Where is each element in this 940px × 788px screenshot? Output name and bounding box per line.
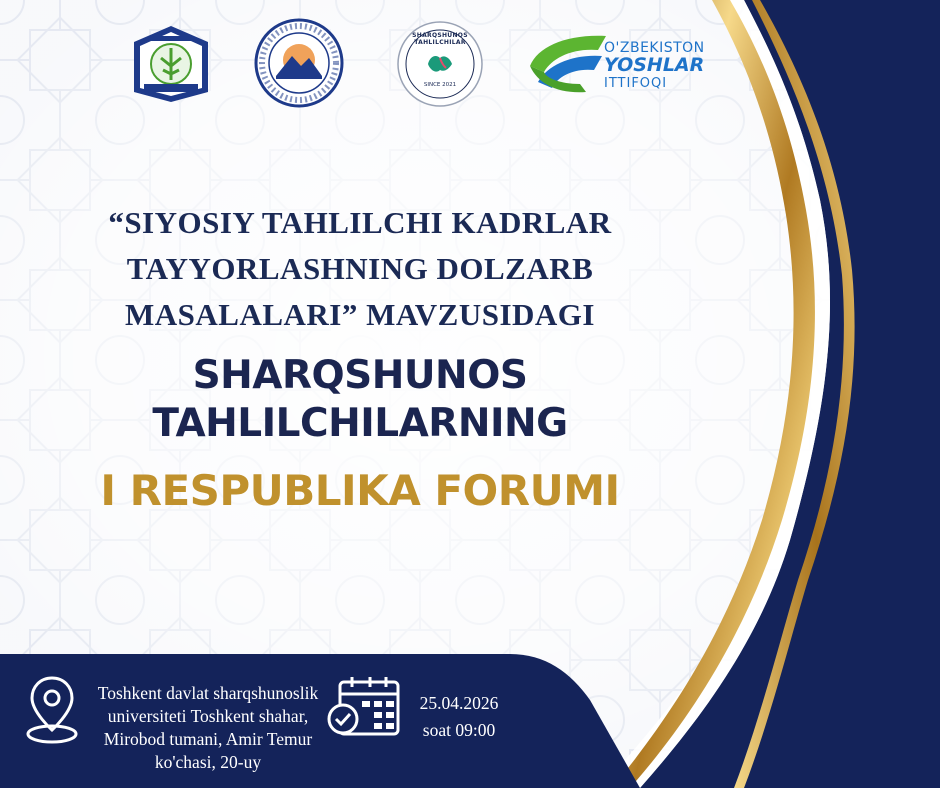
address-line: Mirobod tumani, Amir Temur [103,729,313,749]
forum-subtitle [60,200,660,338]
event-time: soat 09:00 [422,720,496,740]
badge-since: SINCE 2021 [423,82,457,88]
youth-line1: O'ZBEKISTON [604,40,705,56]
badge-text: SHARQSHUNOS TAHLILCHILAR [412,32,468,46]
headline-line: TAHLILCHILARNING [152,401,568,446]
address-line: Toshkent davlat sharqshunoslik [97,683,319,703]
location-address [90,682,326,774]
calendar-check-icon [326,674,404,740]
youth-line3: ITTIFOQI [604,76,668,91]
event-date: 25.04.2026 [419,693,499,713]
subtitle-line: “SIYOSIY TAHLILCHI KADRLAR [108,205,612,240]
location-pin-icon [24,674,80,746]
yoshlar-ittifoqi-logo [528,26,718,98]
sharqshunos-badge-logo [396,20,484,108]
forum-headline [40,352,680,448]
headline-line: SHARQSHUNOS [192,353,528,398]
forum-title: I RESPUBLIKA FORUMI [100,466,620,515]
youth-line2: YOSHLAR [604,54,705,76]
university-seal-logo [254,18,344,108]
event-datetime [404,692,514,742]
address-line: universiteti Toshkent shahar, [107,706,309,726]
subtitle-line: MASALALARI” MAVZUSIDAGI [125,297,595,332]
subtitle-line: TAYYORLASHNING DOLZARB [126,251,594,286]
institute-logo [128,22,214,106]
address-line: ko'chasi, 20-uy [154,752,262,772]
